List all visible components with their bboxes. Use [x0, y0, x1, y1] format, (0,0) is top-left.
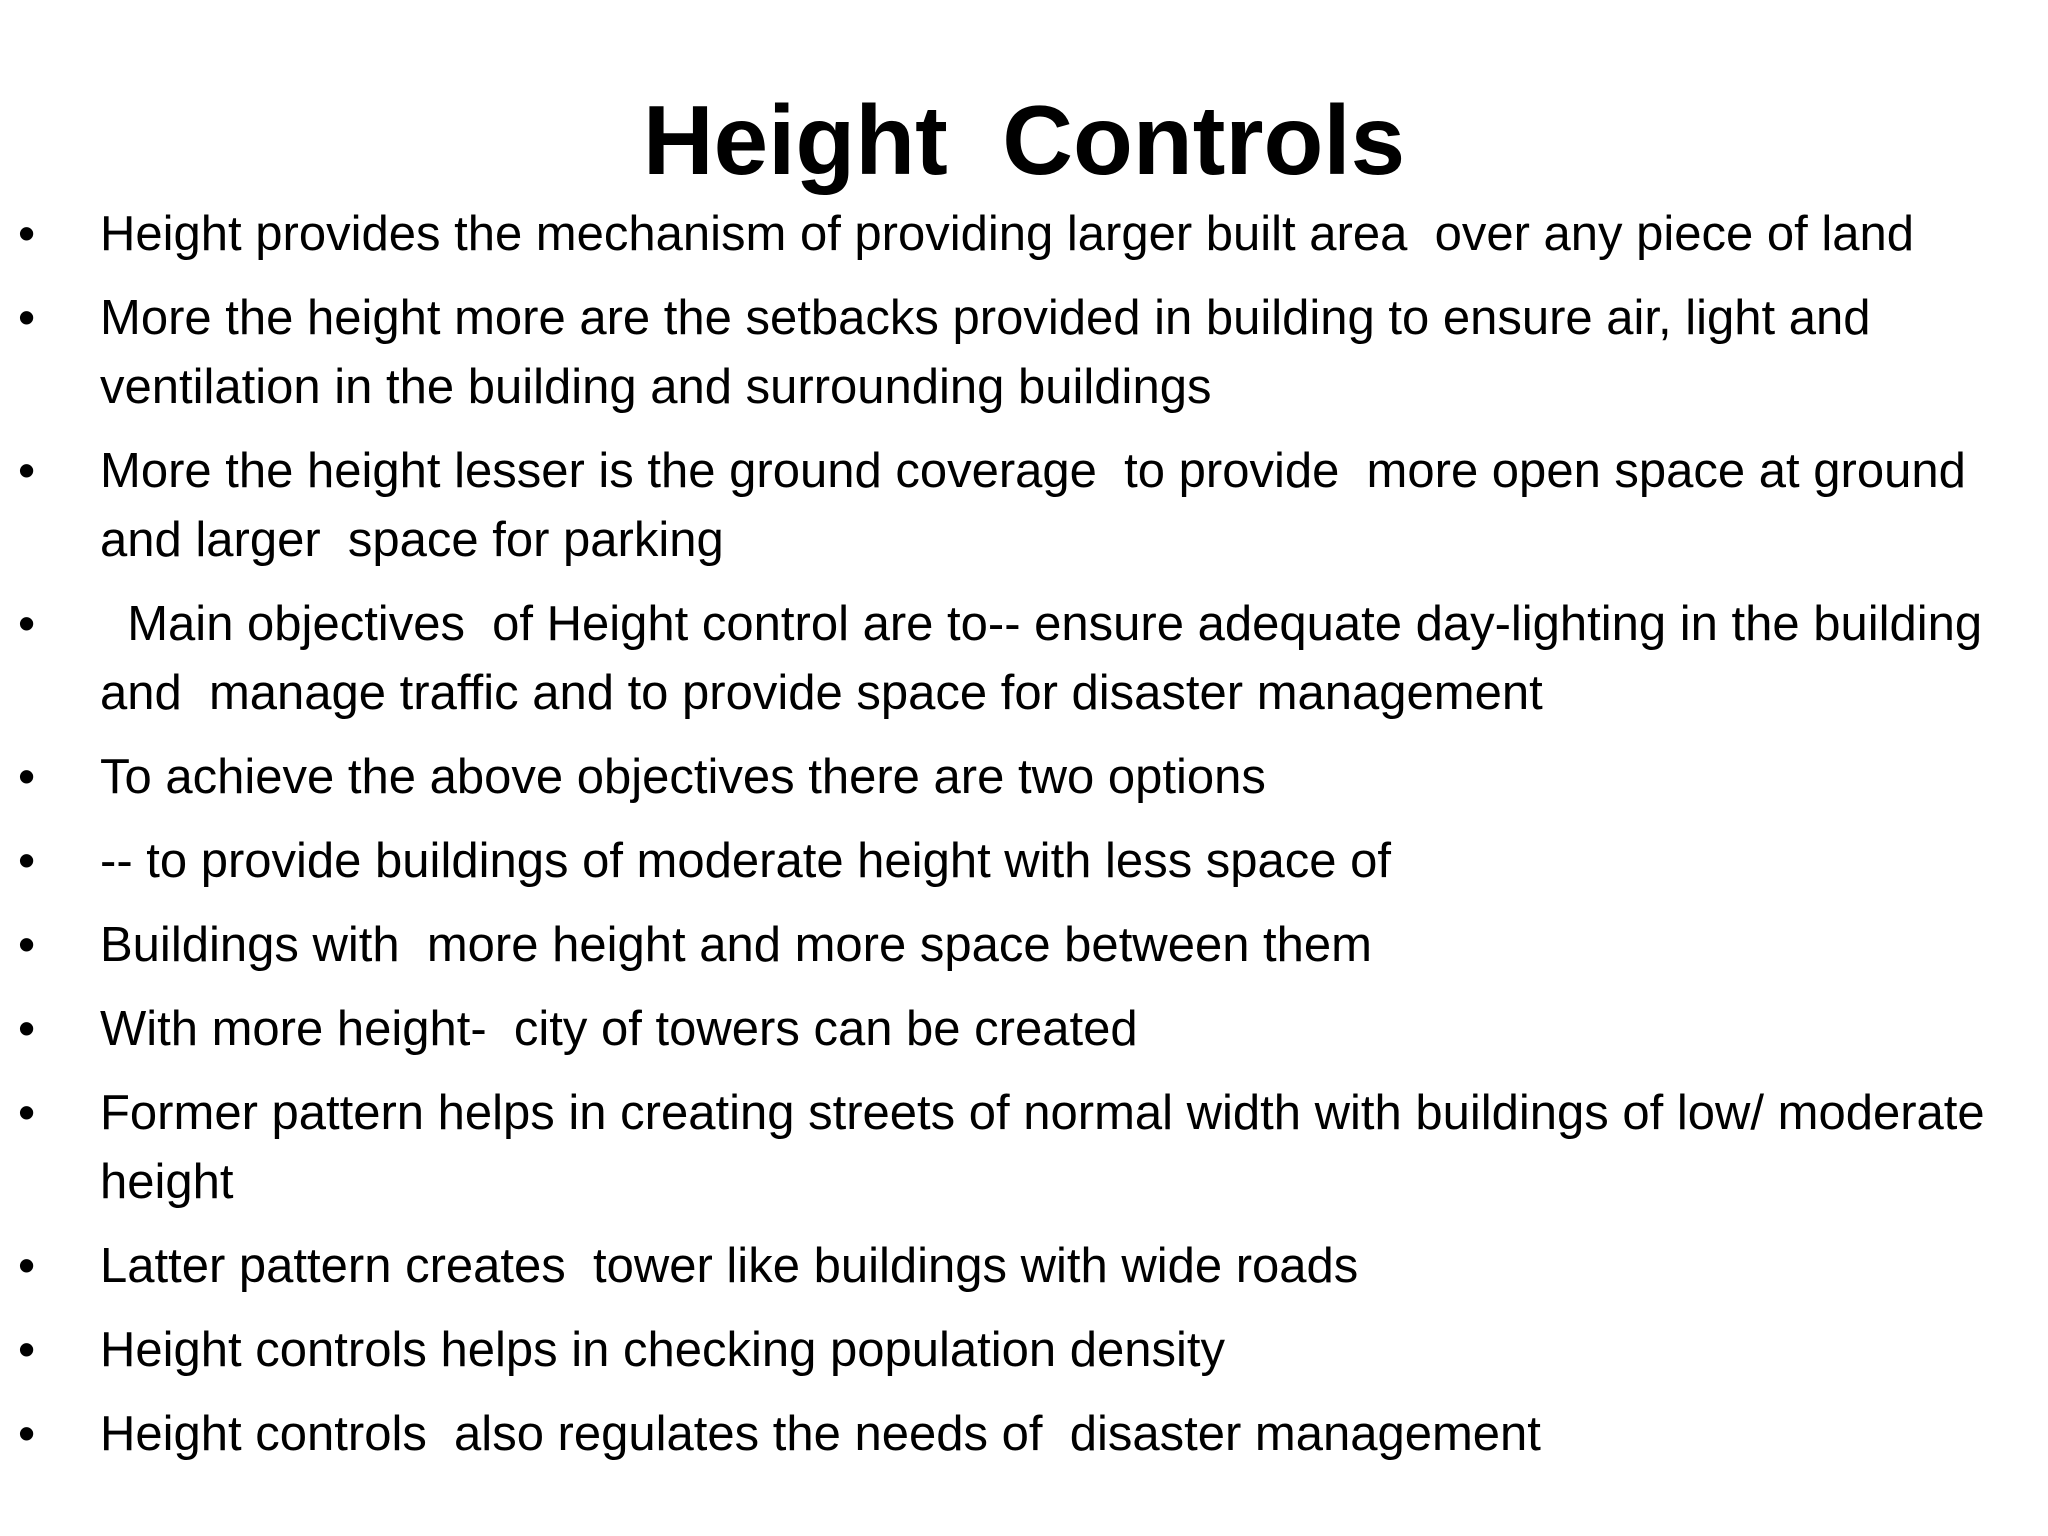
- bullet-item: [0, 200, 2048, 269]
- bullet-item: [0, 995, 2048, 1064]
- bullet-text: Latter pattern creates tower like buildings with wide roads: [100, 1239, 1359, 1293]
- bullet-dot: •: [18, 1239, 36, 1293]
- bullet-dot: •: [18, 1323, 36, 1377]
- bullet-text: Former pattern helps in creating streets of normal width with buildings of low/ moderate height: [100, 1086, 1999, 1209]
- bullet-list: [0, 200, 2048, 1484]
- bullet-text: To achieve the above objectives there are two options: [100, 750, 1266, 804]
- bullet-dot: •: [18, 207, 36, 261]
- bullet-dot: •: [18, 291, 36, 345]
- bullet-dot: •: [18, 918, 36, 972]
- bullet-item: [0, 437, 2048, 575]
- bullet-item: [0, 1079, 2048, 1217]
- bullet-item: [0, 911, 2048, 980]
- bullet-text: Height provides the mechanism of providing larger built area over any piece of land: [100, 207, 1915, 261]
- bullet-text: -- to provide buildings of moderate height with less space of: [100, 834, 1392, 888]
- bullet-item: [0, 1232, 2048, 1301]
- bullet-item: [0, 743, 2048, 812]
- slide-title: Height Controls: [642, 85, 1406, 195]
- bullet-text: More the height lesser is the ground coverage to provide more open space at ground and larger space for parking: [100, 444, 1980, 567]
- bullet-text: With more height- city of towers can be created: [100, 1002, 1138, 1056]
- bullet-dot: •: [18, 597, 36, 651]
- bullet-dot: •: [18, 1002, 36, 1056]
- bullet-item: [0, 827, 2048, 896]
- bullet-text: Buildings with more height and more space between them: [100, 918, 1372, 972]
- bullet-item: [0, 284, 2048, 422]
- bullet-text: Main objectives of Height control are to-- ensure adequate day-lighting in the building and manage traffic and to provide space for disaster management: [100, 597, 1996, 720]
- bullet-dot: •: [18, 444, 36, 498]
- bullet-text: More the height more are the setbacks provided in building to ensure air, light and ventilation in the building and surrounding buildings: [100, 291, 1885, 414]
- bullet-dot: •: [18, 750, 36, 804]
- bullet-item: [0, 1400, 2048, 1469]
- bullet-dot: •: [18, 834, 36, 888]
- bullet-item: [0, 1316, 2048, 1385]
- bullet-dot: •: [18, 1086, 36, 1140]
- bullet-text: Height controls also regulates the needs of disaster management: [100, 1407, 1541, 1461]
- bullet-text: Height controls helps in checking population density: [100, 1323, 1225, 1377]
- bullet-dot: •: [18, 1407, 36, 1461]
- bullet-item: [0, 590, 2048, 728]
